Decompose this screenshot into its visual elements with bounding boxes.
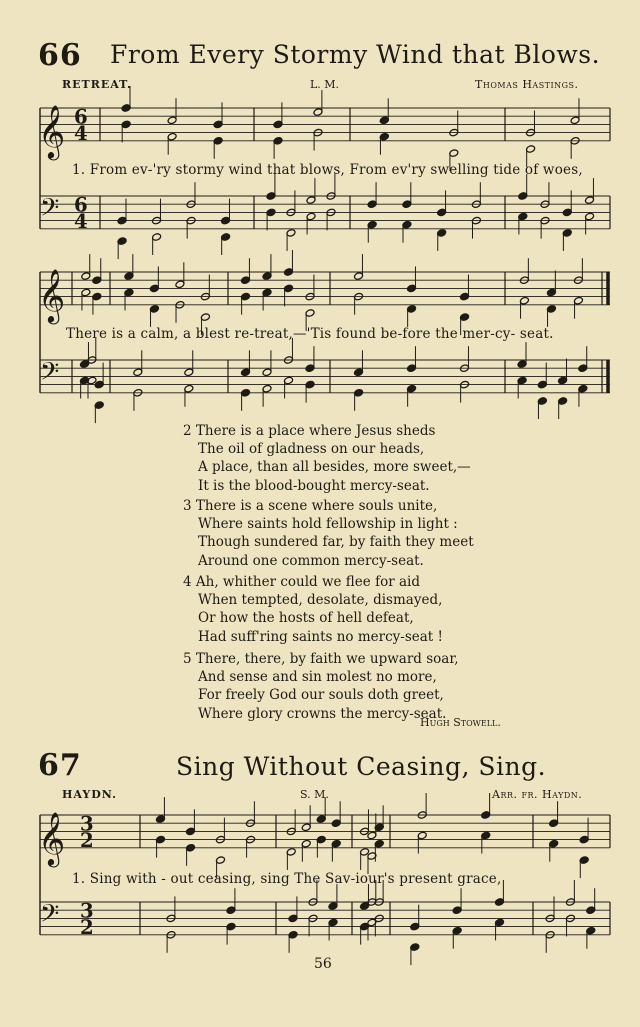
treble-clef: 𝄞 — [38, 103, 66, 158]
lyric-line: 1. Sing with - out ceasing, sing The Sav-iour's present grace, — [72, 871, 502, 887]
verse-line: And sense and sin molest no more, — [198, 669, 437, 686]
verse-line: For freely God our souls doth greet, — [198, 687, 444, 704]
verse-line: There is a scene where souls unite, — [195, 498, 438, 514]
time-signature-bottom: 2 — [80, 915, 94, 939]
verse-4 — [183, 573, 443, 646]
time-signature-top: 6 — [74, 193, 88, 217]
verse-line: Where glory crowns the mercy-seat. — [198, 705, 447, 722]
tune-name: RETREAT. — [62, 78, 132, 91]
verse-line: There, there, by faith we upward soar, — [195, 651, 459, 667]
verse-line: Had suff'ring saints no mercy-seat ! — [198, 628, 443, 645]
tune-name: HAYDN. — [62, 788, 117, 801]
verse-2 — [183, 422, 471, 495]
verse-line: Or how the hosts of hell defeat, — [198, 610, 414, 627]
page-number: 56 — [314, 956, 332, 972]
verse-number: 3 — [183, 498, 192, 514]
hymn-title: Sing Without Ceasing, Sing. — [176, 752, 547, 781]
time-signature-bottom: 2 — [80, 828, 94, 852]
verse-line: Around one common mercy-seat. — [198, 552, 424, 569]
composer: Thomas Hastings. — [475, 78, 579, 91]
verse-line: The oil of gladness on our heads, — [198, 441, 425, 458]
verse-number: 2 — [183, 423, 192, 439]
bass-clef: 𝄢 — [40, 357, 60, 393]
meter: S. M. — [300, 788, 329, 801]
hymn-number: 67 — [38, 748, 82, 783]
hymn-title: From Every Stormy Wind that Blows. — [110, 40, 601, 69]
verse-line: Where saints hold fellowship in light : — [198, 516, 458, 533]
time-signature-bottom: 4 — [74, 121, 88, 145]
verse-line: It is the blood-bought mercy-seat. — [198, 477, 430, 494]
bass-clef: 𝄢 — [40, 899, 60, 935]
time-signature-top: 6 — [74, 105, 88, 129]
treble-clef: 𝄞 — [38, 267, 66, 322]
verse-line: Though sundered far, by faith they meet — [198, 534, 474, 551]
verse-line: A place, than all besides, more sweet,— — [198, 459, 471, 476]
meter: L. M. — [310, 78, 340, 91]
verse-line: There is a place where Jesus sheds — [195, 423, 436, 439]
hymn-number: 66 — [38, 38, 82, 73]
hymn-author: Hugh Stowell. — [420, 716, 501, 729]
time-signature-bottom: 4 — [74, 209, 88, 233]
verse-line: Ah, whither could we flee for aid — [195, 574, 420, 590]
verse-3 — [183, 497, 474, 570]
treble-clef: 𝄞 — [38, 810, 66, 865]
verse-5 — [183, 650, 459, 723]
time-signature-top: 3 — [80, 899, 94, 923]
time-signature-top: 3 — [80, 812, 94, 836]
verse-line: When tempted, desolate, dismayed, — [198, 592, 443, 609]
lyric-line: 1. From ev-'ry stormy wind that blows, From ev'ry swelling tide of woes, — [72, 162, 583, 178]
verse-number: 5 — [183, 651, 192, 667]
composer: Arr. fr. Haydn. — [492, 788, 583, 801]
verse-number: 4 — [183, 574, 192, 590]
bass-clef: 𝄢 — [40, 193, 60, 229]
lyric-line: There is a calm, a blest re-treat,—'Tis found be-fore the mer-cy- seat. — [66, 326, 554, 342]
